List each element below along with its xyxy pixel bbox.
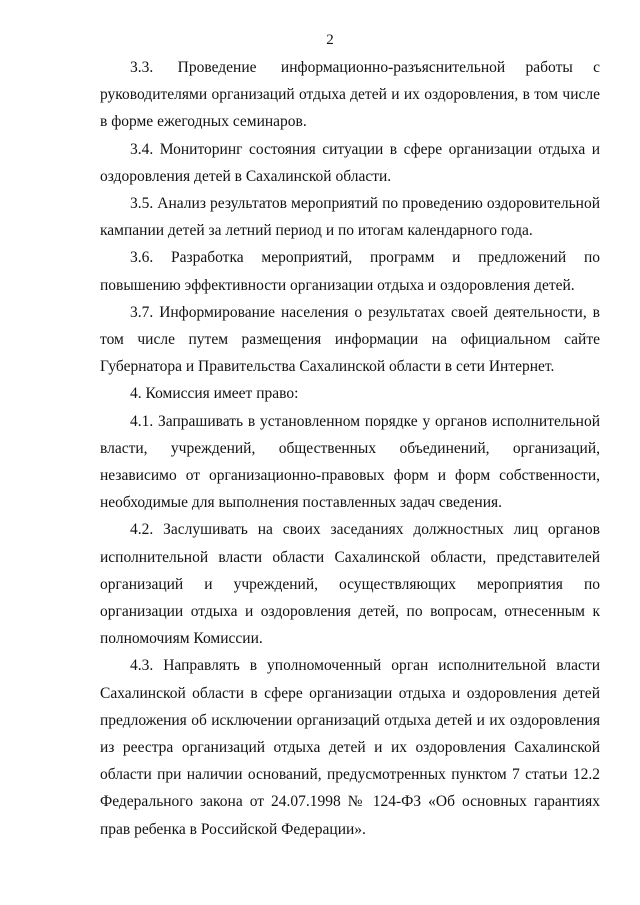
paragraph-3-5: 3.5. Анализ результатов мероприятий по проведению оздоровительной кампании детей за летний период и по итогам календарного года. bbox=[100, 195, 600, 240]
paragraph-3-7: 3.7. Информирование населения о результатах своей деятельности, в том числе путем размещения информации на официальном сайте Губернатора и Правительства Сахалинской области в сети Интернет. bbox=[100, 303, 600, 376]
paragraph-4-3: 4.3. Направлять в уполномоченный орган исполнительной власти Сахалинской области в сфере организации отдыха и оздоровления детей предложения об исключении организаций отдыха детей и их оздоровления из реестра организаций отдыха детей и их оздоровления Сахалинской области при наличии оснований, предусмотренных пунктом 7 статьи 12.2 Федерального закона от 24.07.1998 № 124-ФЗ «Об основных гарантиях прав ребенка в Российской Федерации». bbox=[100, 657, 600, 838]
paragraph-4-1: 4.1. Запрашивать в установленном порядке у органов исполнительной власти, учреждений, общественных объединений, организаций, независимо от организационно-правовых форм и форм собственности, необходимые для выполнения поставленных задач сведения. bbox=[100, 412, 600, 512]
paragraph-4: 4. Комиссия имеет право: bbox=[130, 385, 299, 403]
paragraph-3-6: 3.6. Разработка мероприятий, программ и предложений по повышению эффективности организации отдыха и оздоровления детей. bbox=[100, 249, 600, 294]
paragraph-4-2: 4.2. Заслушивать на своих заседаниях должностных лиц органов исполнительной власти области Сахалинской области, представителей организаций и учреждений, осуществляющих мероприятия по организации отдыха и оздоровления детей, по вопросам, отнесенным к полномочиям Комиссии. bbox=[100, 521, 600, 648]
page-number: 2 bbox=[326, 32, 334, 48]
paragraph-3-3: 3.3. Проведение информационно-разъяснительной работы с руководителями организаций отдыха детей и их оздоровления, в том числе в форме ежегодных семинаров. bbox=[100, 59, 600, 131]
paragraph-3-4: 3.4. Мониторинг состояния ситуации в сфере организации отдыха и оздоровления детей в Сахалинской области. bbox=[100, 140, 600, 185]
